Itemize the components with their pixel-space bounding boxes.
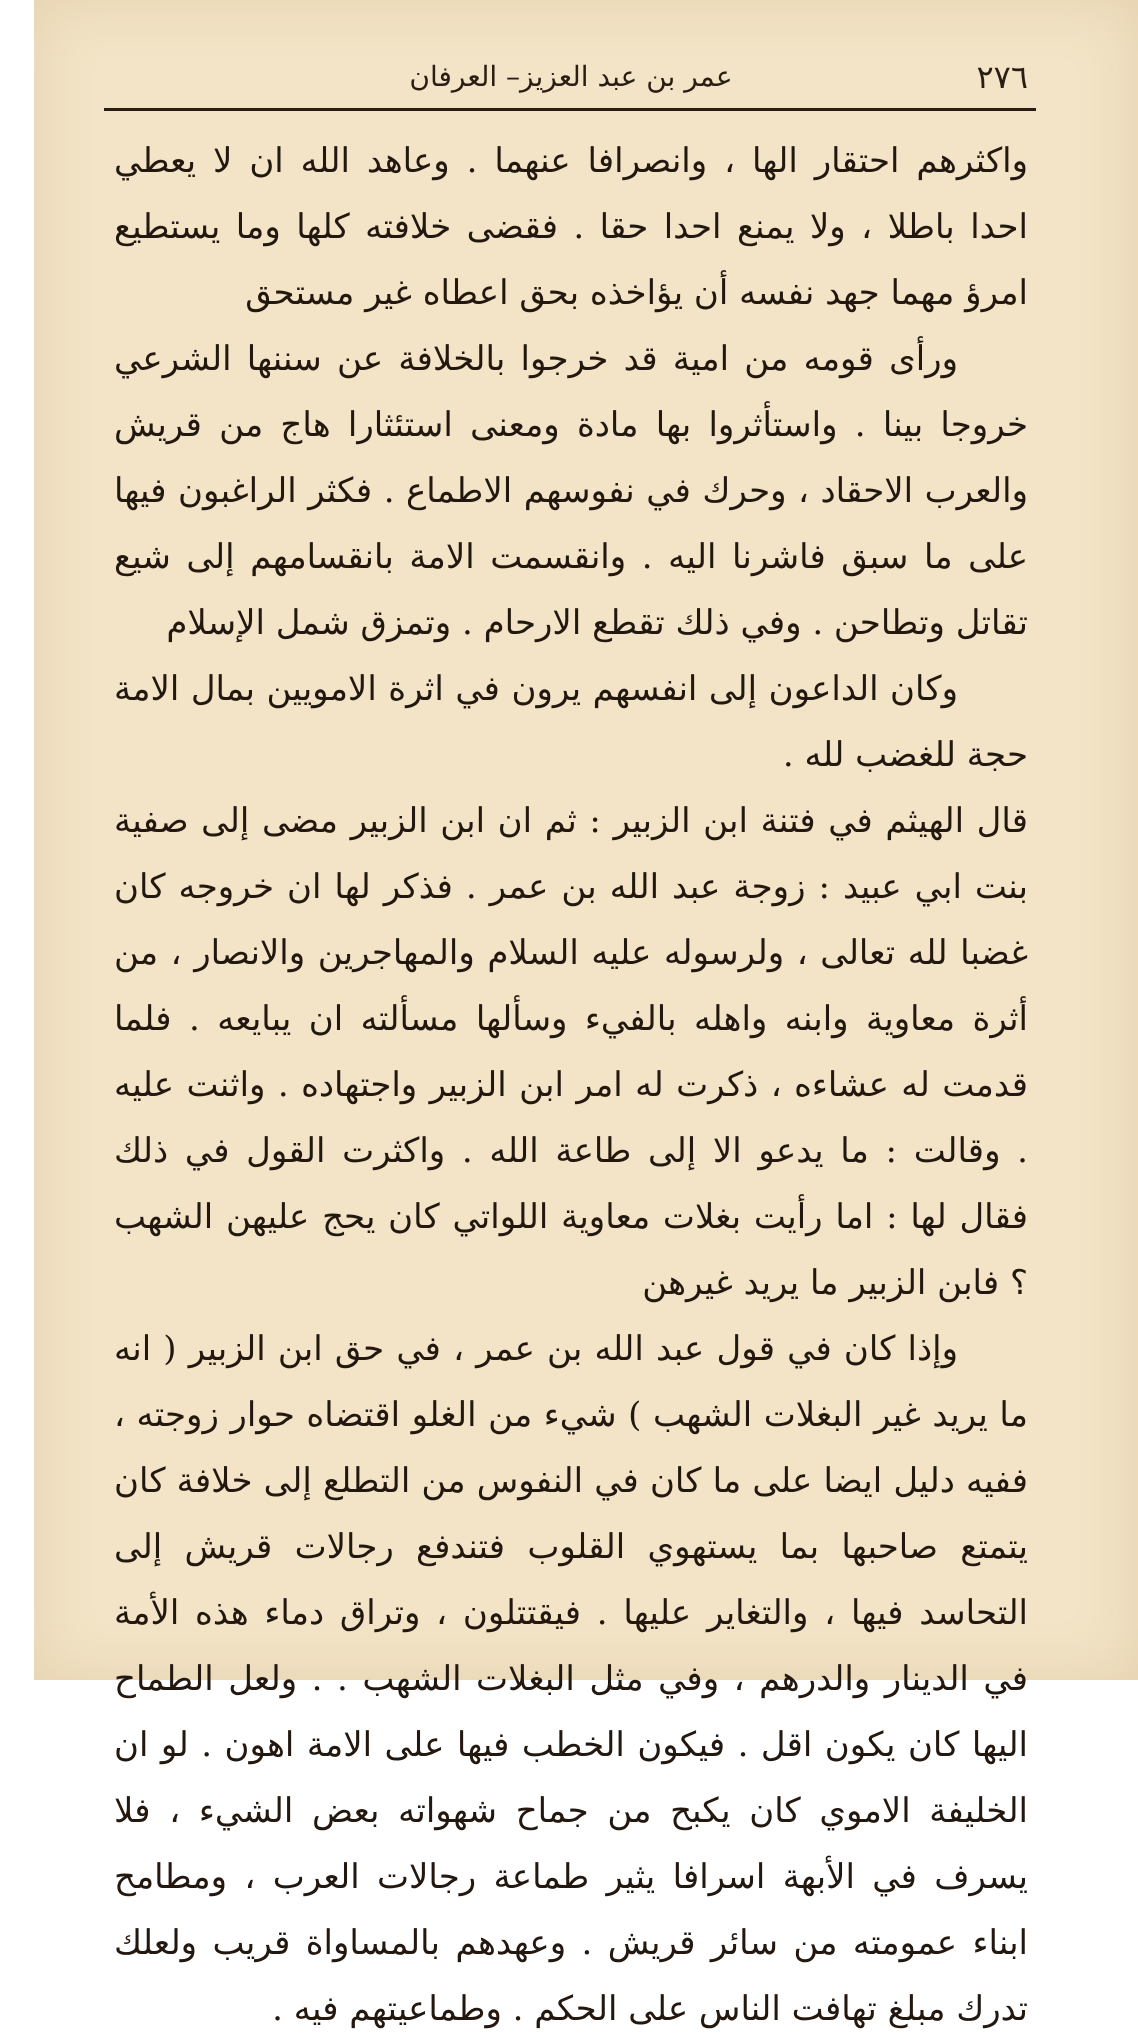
page-number: ٢٧٦ (976, 58, 1028, 96)
body-text (114, 128, 1028, 2042)
paragraph: ورأى قومه من امية قد خرجوا بالخلافة عن سننها الشرعي خروجا بينا . واستأثروا بها مادة ومعنى استئثارا هاج من قريش والعرب الاحقاد ، وحرك في نفوسهم الاطماع . فكثر الراغبون فيها على ما سبق فاشرنا اليه . وانقسمت الامة بانقسامهم إلى شيع تقاتل وتطاحن . وفي ذلك تقطع الارحام . وتمزق شمل الإسلام (114, 339, 1028, 643)
paragraph: واكثرهم احتقار الها ، وانصرافا عنهما . وعاهد الله ان لا يعطي احدا باطلا ، ولا يمنع احدا حقا . فقضى خلافته كلها وما يستطيع امرؤ مهما جهد نفسه أن يؤاخذه بحق اعطاه غير مستحق (114, 141, 1028, 313)
running-title: عمر بن عبد العزيز– العرفان (409, 60, 733, 93)
paragraph: وإذا كان في قول عبد الله بن عمر ، في حق ابن الزبير ( انه ما يريد غير البغلات الشهب ) شيء من الغلو اقتضاه حوار زوجته ، ففيه دليل ايضا على ما كان في النفوس من التطلع إلى خلافة كان يتمتع صاحبها بما يستهوي القلوب فتندفع رجالات قريش إلى التحاسد فيها ، والتغاير عليها . فيقتتلون ، وتراق دماء هذه الأمة في الدينار والدرهم ، وفي مثل البغلات الشهب . . ولعل الطماح اليها كان يكون اقل . فيكون الخطب فيها على الامة اهون . لو ان الخليفة الاموي كان يكبح من جماح شهواته بعض الشيء ، فلا يسرف في الأبهة اسرافا يثير طماعة رجالات العرب ، ومطامح ابناء عمومته من سائر قريش . وعهدهم بالمساواة قريب ولعلك تدرك مبلغ تهافت الناس على الحكم . وطماعيتهم فيه . (114, 1329, 1028, 2029)
paragraph: وكان الداعون إلى انفسهم يرون في اثرة الامويين بمال الامة حجة للغضب لله . (114, 669, 1028, 775)
page-header (114, 58, 1028, 104)
paragraph: قال الهيثم في فتنة ابن الزبير : ثم ان ابن الزبير مضى إلى صفية بنت ابي عبيد : زوجة عبد الله بن عمر . فذكر لها ان خروجه كان غضبا لله تعالى ، ولرسوله عليه السلام والمهاجرين والانصار ، من أثرة معاوية وابنه واهله بالفيء وسألها مسألته ان يبايعه . فلما قدمت له عشاءه ، ذكرت له امر ابن الزبير واجتهاده . واثنت عليه . وقالت : ما يدعو الا إلى طاعة الله . واكثرت القول في ذلك فقال لها : اما رأيت بغلات معاوية اللواتي كان يحج عليهن الشهب ؟ فابن الزبير ما يريد غيرهن (114, 801, 1028, 1303)
book-page (34, 0, 1138, 2029)
header-rule (104, 108, 1036, 111)
